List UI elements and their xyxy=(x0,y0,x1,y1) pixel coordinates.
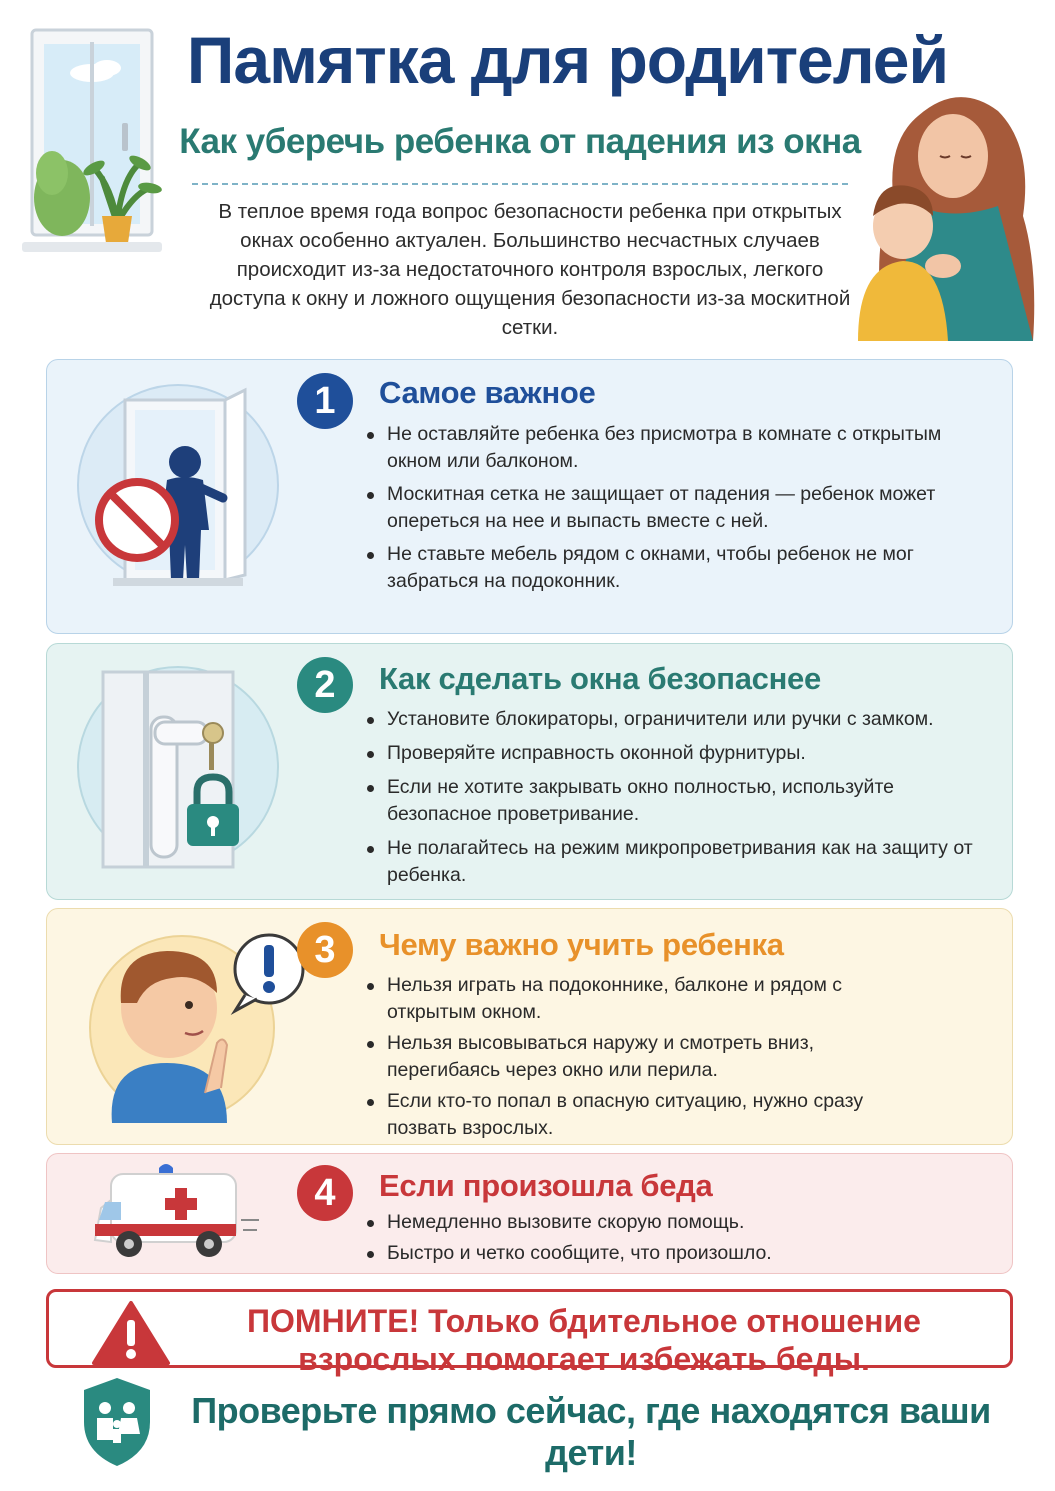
section-teach-child xyxy=(46,908,1013,1145)
section-number-1: 1 xyxy=(297,373,353,429)
window-lock-icon xyxy=(73,662,283,872)
remember-line2: взрослых помогает избежать беды. xyxy=(298,1341,870,1377)
no-child-window-icon xyxy=(73,380,283,590)
list-item: Быстро и четко сообщите, что произошло. xyxy=(363,1240,963,1267)
remember-banner xyxy=(46,1289,1013,1377)
list-item: Не оставляйте ребенка без присмотра в комнате с открытым окном или балконом. xyxy=(363,421,983,475)
list-item: Проверяйте исправность оконной фурнитуры. xyxy=(363,740,1003,767)
list-item: Нельзя высовываться наружу и смотреть вниз, перегибаясь через окно или перила. xyxy=(363,1030,923,1084)
ambulance-icon xyxy=(91,1160,261,1265)
section-number-2: 2 xyxy=(297,657,353,713)
mother-child-illustration xyxy=(848,86,1043,346)
section-title-2: Как сделать окна безопаснее xyxy=(379,661,821,696)
list-item: Установите блокираторы, ограничители или ручки с замком. xyxy=(363,706,1003,733)
warning-triangle-icon xyxy=(91,1300,171,1366)
list-item: Москитная сетка не защищает от падения — ребенок может опереться на нее и выпасть вместе с ней. xyxy=(363,481,983,535)
section-title-1: Самое важное xyxy=(379,375,596,410)
child-warning-icon xyxy=(77,923,307,1123)
page-subtitle: Как уберечь ребенка от падения из окна xyxy=(179,122,861,161)
intro-text: В теплое время года вопрос безопасности ребенка при открытых окнах особенно актуален. Большинство несчастных случаев происходит из-за недостаточного контроля взрослых, легкого доступа к окну и ложного ощущения безопасности из-за москитной сетки. xyxy=(209,200,851,339)
page-title: Памятка для родителей xyxy=(186,23,949,97)
section-list-3 xyxy=(363,972,923,1142)
list-item: Нельзя играть на подоконнике, балконе и рядом с открытым окном. xyxy=(363,972,923,1026)
list-item: Если не хотите закрывать окно полностью, используйте безопасное проветривание. xyxy=(363,774,1003,828)
section-safer-windows xyxy=(46,643,1013,900)
remember-line1: Только бдительное отношение xyxy=(428,1303,921,1339)
remember-lead: ПОМНИТЕ! xyxy=(247,1303,420,1339)
section-number-3: 3 xyxy=(297,922,353,978)
divider xyxy=(192,183,848,185)
list-item: Если кто-то попал в опасную ситуацию, нужно сразу позвать взрослых. xyxy=(363,1088,923,1142)
footer-call-to-action: Проверьте прямо сейчас, где находятся ваши дети! xyxy=(191,1390,991,1473)
section-most-important xyxy=(46,359,1013,634)
family-shield-icon xyxy=(78,1374,156,1470)
remember-text xyxy=(189,1302,979,1378)
section-title-4: Если произошла беда xyxy=(379,1168,713,1203)
section-list-2 xyxy=(363,706,1003,889)
section-title-3: Чему важно учить ребенка xyxy=(379,927,784,962)
section-number-4: 4 xyxy=(297,1165,353,1221)
section-list-4 xyxy=(363,1209,963,1267)
list-item: Не ставьте мебель рядом с окнами, чтобы ребенок не мог забраться на подоконник. xyxy=(363,541,983,595)
list-item: Не полагайтесь на режим микропроветривания как на защиту от ребенка. xyxy=(363,835,1003,889)
section-emergency xyxy=(46,1153,1013,1274)
section-list-1 xyxy=(363,421,983,595)
list-item: Немедленно вызовите скорую помощь. xyxy=(363,1209,963,1236)
